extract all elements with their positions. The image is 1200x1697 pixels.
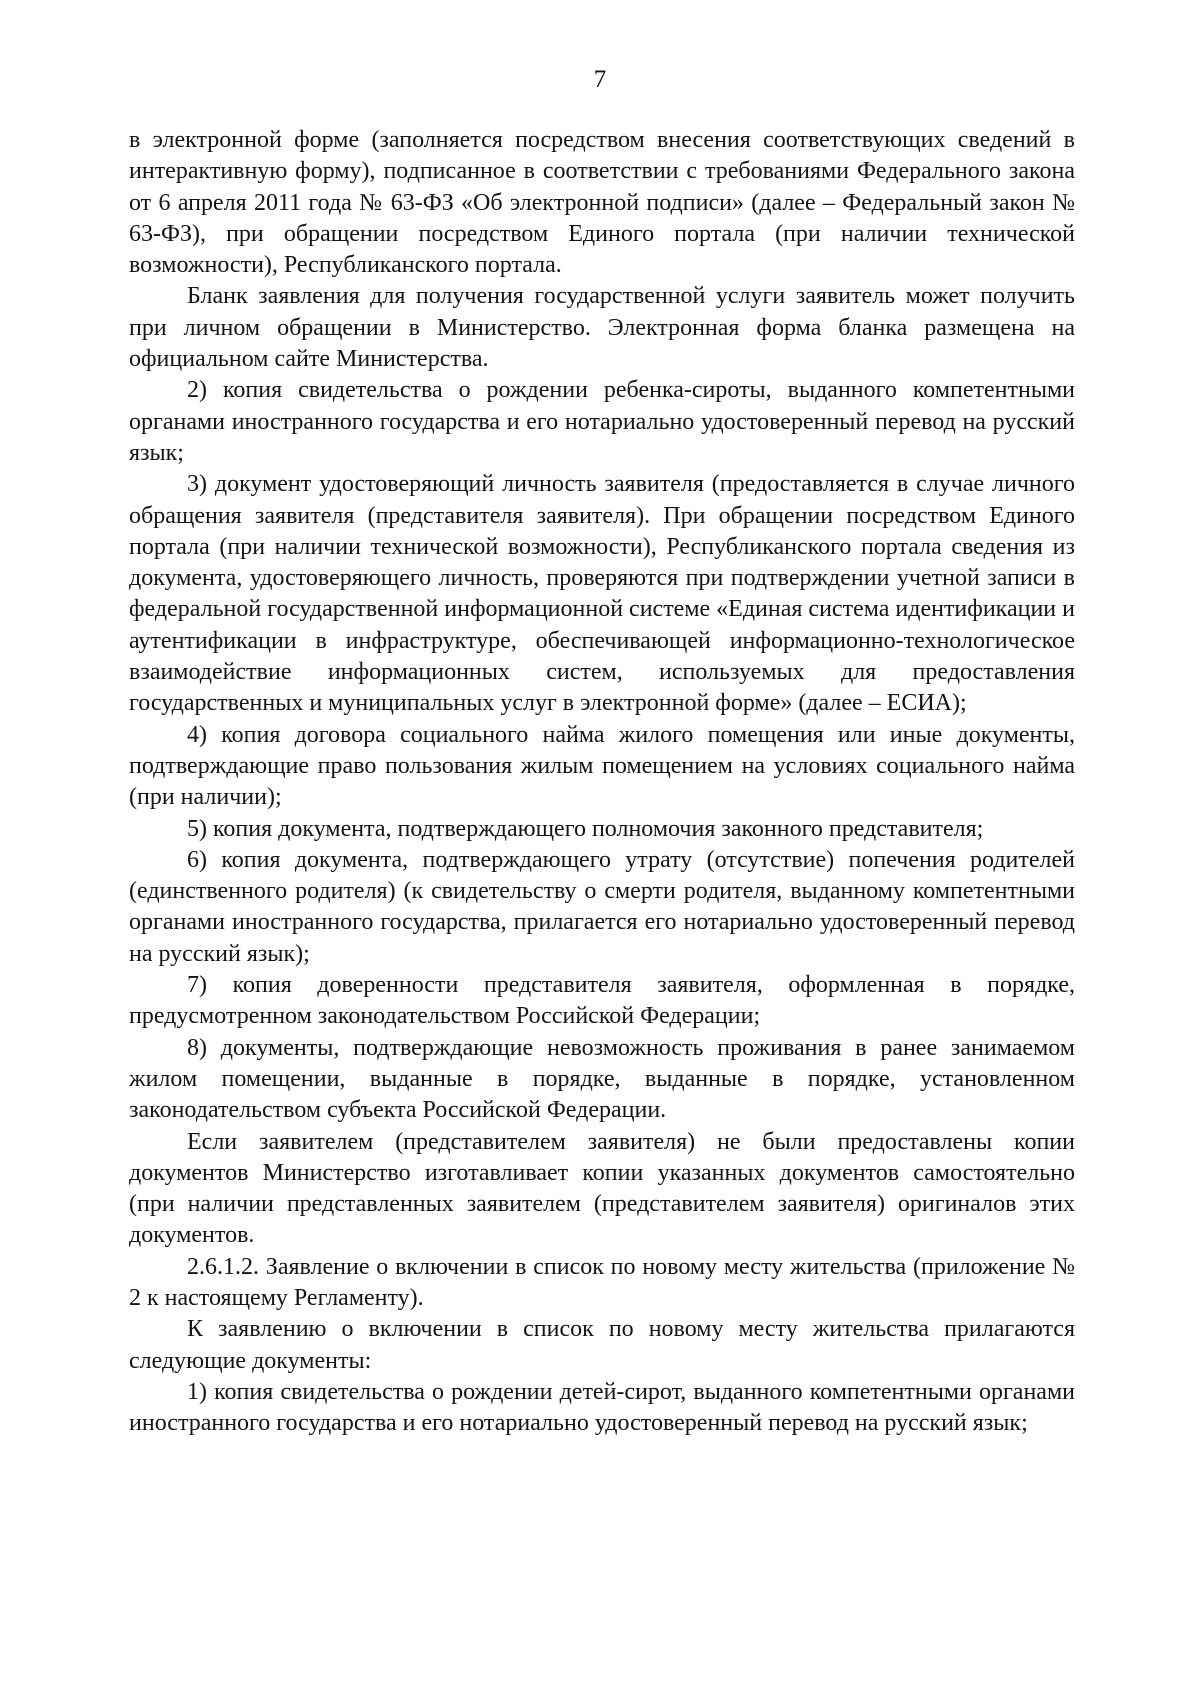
list-item-8: 8) документы, подтверждающие невозможность проживания в ранее занимаемом жилом помещении, выданные в порядке, выданные в порядке, установленном законодательством субъекта Российской Федерации. — [129, 1034, 1075, 1124]
section-heading-2-6-1-2: 2.6.1.2. Заявление о включении в список по новому месту жительства (приложение № 2 к настоящему Регламенту). — [129, 1253, 1075, 1311]
paragraph-attachments: К заявлению о включении в список по новому месту жительства прилагаются следующие документы: — [129, 1316, 1075, 1374]
list-item-2: 2) копия свидетельства о рождении ребенка-сироты, выданного компетентными органами иностранного государства и его нотариально удостоверенный перевод на русский язык; — [129, 377, 1075, 466]
paragraph-application-form: Бланк заявления для получения государственной услуги заявитель может получить при личном обращении в Министерство. Электронная форма бланка размещена на официальном сайте Министерства. — [129, 283, 1075, 373]
paragraph-electronic-form: в электронной форме (заполняется посредством внесения соответствующих сведений в интерактивную форму), подписанное в соответствии с требованиями Федерального закона от 6 апреля 2011 года № 63-ФЗ «Об электронной подписи» (далее – Федеральный закон № 63-ФЗ), при обращении посредством Единого портала (при наличии технической возможности), Республиканского портала. — [129, 127, 1075, 279]
list-item-7: 7) копия доверенности представителя заявителя, оформленная в порядке, предусмотренном законодательством Российской Федерации; — [129, 972, 1075, 1030]
list-item-5: 5) копия документа, подтверждающего полномочия законного представителя; — [187, 815, 984, 842]
list-item-3: 3) документ удостоверяющий личность заявителя (предоставляется в случае личного обращения заявителя (представителя заявителя). При обращении посредством Единого портала (при наличии технической возможности), Республиканского портала сведения из документа, удостоверяющего личность, проверяются при подтверждении учетной записи в федеральной государственной информационной системе «Единая система идентификации и аутентификации в инфраструктуре, обеспечивающей информационно-технологическое взаимодействие информационных систем, используемых для предоставления государственных и муниципальных услуг в электронной форме» (далее – ЕСИА); — [129, 471, 1075, 717]
list-item-1-new: 1) копия свидетельства о рождении детей-сирот, выданного компетентными органами иностранного государства и его нотариально удостоверенный перевод на русский язык; — [129, 1378, 1075, 1437]
list-item-6: 6) копия документа, подтверждающего утрату (отсутствие) попечения родителей (единственного родителя) (к свидетельству о смерти родителя, выданному компетентными органами иностранного государства, прилагается его нотариально удостоверенный перевод на русский язык); — [129, 846, 1075, 967]
paragraph-copies: Если заявителем (представителем заявителя) не были предоставлены копии документов Министерство изготавливает копии указанных документов самостоятельно (при наличии представленных заявителем (представителем заявителя) оригиналов этих документов. — [129, 1128, 1075, 1249]
page-number: 7 — [593, 66, 607, 93]
document-body — [129, 125, 1075, 1439]
list-item-4: 4) копия договора социального найма жилого помещения или иные документы, подтверждающие право пользования жилым помещением на условиях социального найма (при наличии); — [129, 721, 1075, 811]
